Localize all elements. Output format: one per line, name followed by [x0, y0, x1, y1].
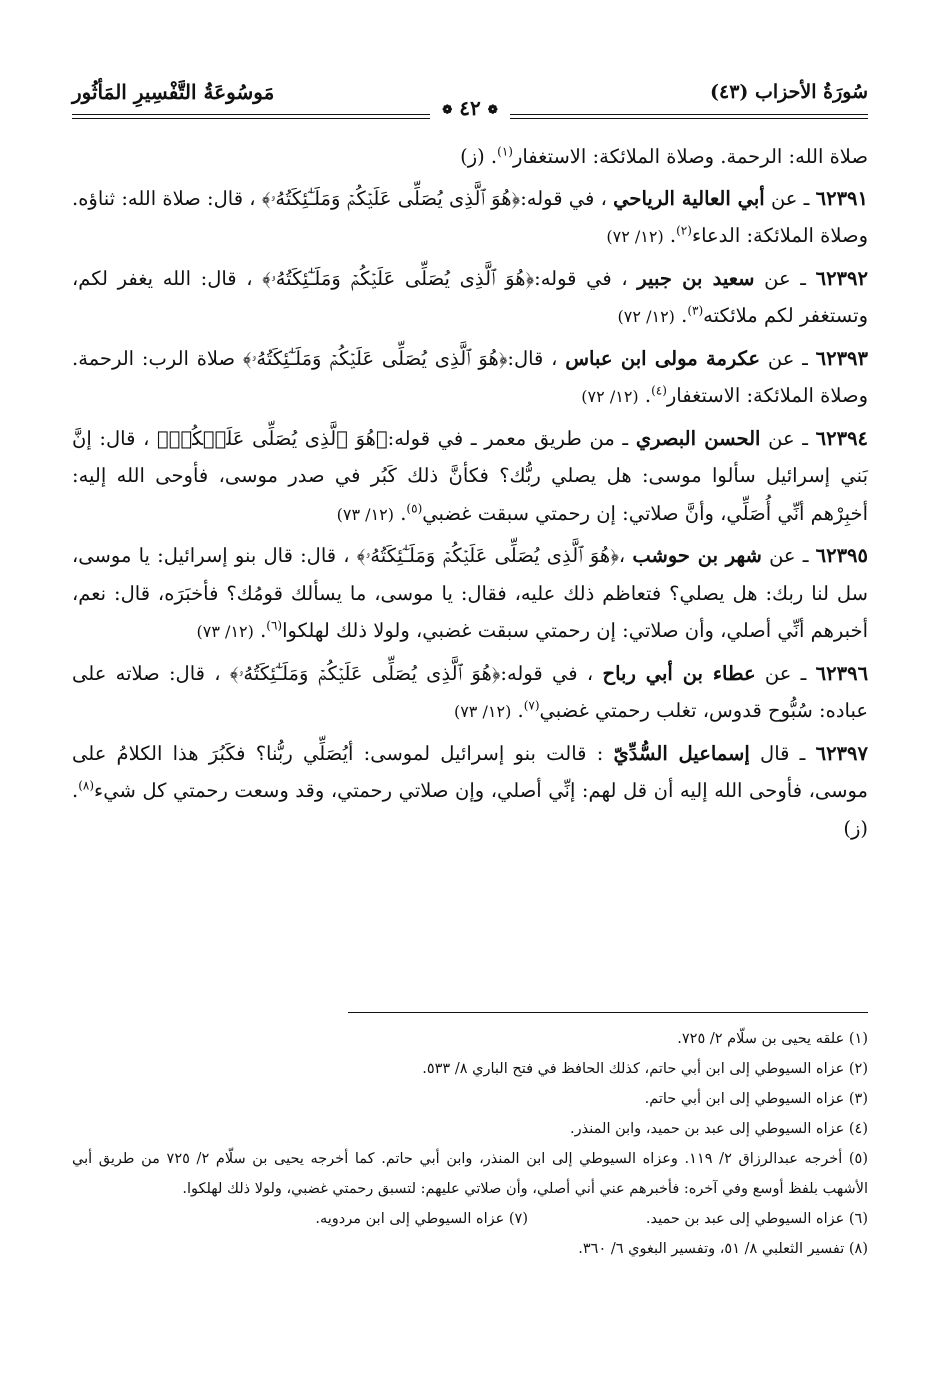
footnote: (٤) عزاه السيوطي إلى عبد بن حميد، وابن المنذر. [570, 1121, 868, 1137]
entry-number: ٦٢٣٩٢ [815, 266, 868, 290]
footnote: (١) علقه يحيى بن سلّام ٢/ ٧٢٥. [677, 1031, 868, 1047]
entry-number: ٦٢٣٩٦ [815, 661, 869, 685]
volume-reference: (١٢/ ٧٣) [336, 504, 395, 524]
quran-verse: ﴿هُوَ ٱلَّذِى يُصَلِّى عَلَيۡكُمۡ﴾ [157, 426, 388, 450]
quran-verse: ﴿هُوَ ٱلَّذِى يُصَلِّى عَلَيۡكُمۡ وَمَلَـٰٓئِكَتُهُۥ﴾ [229, 661, 501, 685]
footnote: (٣) عزاه السيوطي إلى ابن أبي حاتم. [644, 1091, 868, 1107]
entry-tail: . [669, 224, 677, 247]
entry-text: ، قال: صلاته على عباده: سُبُّوح قدوس، تغلب رحمتي غضبي [72, 661, 868, 722]
entry-lead: ـ عن [767, 346, 808, 370]
footnote-ref: (٦) [266, 618, 283, 633]
intro-tail: . (ز) [460, 145, 498, 168]
entry-pre: ، في قوله: [500, 661, 594, 685]
entry-text: ، قال: صلاة الله: ثناؤه. وصلاة الملائكة: الدعاء [72, 186, 868, 247]
narrator-name: عطاء بن أبي رباح [602, 661, 756, 685]
quran-verse: ﴿هُوَ ٱلَّذِى يُصَلِّى عَلَيۡكُمۡ وَمَلَـٰٓئِكَتُهُۥ﴾ [242, 346, 508, 370]
entry-paragraph [72, 537, 868, 651]
page-number-box [430, 96, 510, 126]
entry-lead: ـ قال [760, 741, 806, 765]
intro-text: صلاة الله: الرحمة. وصلاة الملائكة: الاستغفار [512, 145, 868, 168]
entry-pre: : [596, 741, 604, 765]
entry-text: ، قال: قال بنو إسرائيل: يا موسى، سل لنا ربك: هل يصلي؟ فتعاظم ذلك عليه، فقال: يا موسى، ما يسألك قومُك؟ فأخبَرَه، قال: نعم، أخبرهم أنِّي أصلي، وأن صلاتي: إن رحمتي سبقت غضبي، ولولا ذلك لهلكوا [72, 544, 868, 642]
narrator-name: أبي العالية الرياحي [613, 186, 765, 210]
entry-text: ، قال: الله يغفر لكم، وتستغفر لكم ملائكته [72, 266, 868, 327]
narrator-name: سعيد بن جبير [637, 266, 755, 290]
main-text [72, 138, 868, 851]
entry-paragraph [72, 735, 868, 848]
entry-paragraph [72, 655, 868, 731]
footnote-ref: (٨) [78, 778, 95, 793]
footnote-ref: (٢) [676, 223, 692, 238]
entry-pre: ، في قوله: [534, 266, 628, 290]
entry-lead: ـ عن [768, 426, 808, 450]
entry-tail: . (ز) [72, 779, 868, 840]
footnote-pair [72, 1204, 868, 1234]
entry-number: ٦٢٣٩٤ [815, 426, 869, 450]
quran-verse: ﴿هُوَ ٱلَّذِى يُصَلِّى عَلَيۡكُمۡ وَمَلَـٰٓئِكَتُهُۥ﴾ [262, 266, 535, 290]
entry-text: قالت بنو إسرائيل لموسى: أيُصَلِّي ربُّنا؟ فكَبُرَ هذا الكلامُ على موسى، فأوحى الله إليه أن قل لهم: إنِّي أصلي، وإن صلاتي رحمتي، وقد وسعت رحمتي كل شيء [72, 741, 868, 802]
quran-verse: ﴿هُوَ ٱلَّذِى يُصَلِّى عَلَيۡكُمۡ وَمَلَـٰٓئِكَتُهُۥ﴾ [356, 544, 619, 567]
intro-paragraph [72, 138, 868, 176]
footnote-ref: (٧) [523, 698, 540, 713]
entry-pre: ، قال: [507, 346, 558, 370]
entry-lead: ـ عن [764, 661, 807, 685]
footnotes [72, 1024, 868, 1264]
ornament-icon: ❁ [442, 102, 453, 117]
entry-tail: . [644, 384, 652, 407]
entry-paragraph [72, 260, 868, 336]
entry-text: ، قال: إنَّ بَني إسرائيل سألوا موسى: هل يصلي ربُّك؟ فكأنَّ ذلك كَبُر في صدر موسى، فأوحى الله إليه: أخبِرْهم أنِّي أُصَلِّي، وأنَّ صلاتي: إن رحمتي سبقت غضبي [72, 426, 868, 525]
entry-number: ٦٢٣٩٥ [815, 544, 868, 567]
entry-paragraph [72, 340, 868, 416]
volume-reference: (١٢/ ٧٣) [453, 702, 512, 721]
footnote: (٢) عزاه السيوطي إلى ابن أبي حاتم، كذلك الحافظ في فتح الباري ٨/ ٥٣٣. [422, 1061, 868, 1077]
entry-lead: ـ عن [770, 186, 810, 210]
book-title: مَوسُوعَةُ التَّفْسِيرِ المَأثُور [72, 80, 275, 104]
footnote: (٧) عزاه السيوطي إلى ابن مردويه. [315, 1211, 528, 1227]
entry-pre: ـ من طريق معمر ـ في قوله: [387, 426, 629, 450]
footnote-ref: (٣) [687, 303, 704, 318]
footnote-ref: (٤) [651, 383, 667, 398]
entry-lead: ـ عن [764, 266, 806, 290]
entry-number: ٦٢٣٩٧ [815, 741, 868, 765]
entry-paragraph [72, 420, 868, 534]
narrator-name: عكرمة مولى ابن عباس [565, 346, 761, 370]
entry-pre: ، في قوله: [520, 186, 607, 210]
entry-tail: . [517, 699, 524, 722]
volume-reference: (١٢/ ٧٢) [606, 227, 664, 246]
footnote: (٥) أخرجه عبدالرزاق ٢/ ١١٩. وعزاه السيوطي إلى ابن المنذر، وابن أبي حاتم. كما أخرجه يحيى بن سلّام ٢/ ٧٢٥ من طريق أبي الأشهب بلفظ أوسع وفي آخره: فأخبرهم عني أني أصلي، وأن صلاتي عليهم: لتسبق رحمتي غضبي، ولولا ذلك لهلكوا. [72, 1151, 868, 1197]
entry-number: ٦٢٣٩٣ [815, 346, 868, 370]
footnote-rule [348, 1012, 868, 1013]
narrator-name: شهر بن حوشب [632, 544, 762, 567]
entry-pre: ، [618, 544, 626, 567]
footnote-ref: (١) [497, 144, 513, 159]
volume-reference: (١٢/ ٧٢) [581, 387, 639, 406]
ornament-icon: ❁ [487, 102, 498, 117]
entries-list [72, 180, 868, 848]
footnote: (٨) تفسير الثعلبي ٨/ ٥١، وتفسير البغوي ٦/ ٣٦٠. [578, 1241, 868, 1257]
footnote: (٦) عزاه السيوطي إلى عبد بن حميد. [645, 1211, 868, 1227]
narrator-name: إسماعيل السُّدِّيّ [613, 741, 750, 765]
page-number: ٤٢ [459, 96, 481, 120]
narrator-name: الحسن البصري [635, 426, 761, 450]
entry-text: صلاة الرب: الرحمة. وصلاة الملائكة: الاستغفار [72, 346, 868, 407]
footnote-ref: (٥) [406, 501, 423, 515]
volume-reference: (١٢/ ٧٢) [617, 307, 675, 326]
entry-tail: . [681, 304, 688, 327]
entry-paragraph [72, 180, 868, 256]
entry-tail: . [260, 619, 267, 642]
volume-reference: (١٢/ ٧٣) [196, 622, 254, 641]
entry-number: ٦٢٣٩١ [815, 186, 869, 210]
quran-verse: ﴿هُوَ ٱلَّذِى يُصَلِّى عَلَيۡكُمۡ وَمَلَـٰٓئِكَتُهُۥ﴾ [261, 186, 521, 210]
entry-tail: . [400, 501, 407, 525]
entry-lead: ـ عن [769, 544, 809, 567]
surah-title: سُورَةُ الأحزاب (٤٣) [709, 81, 868, 103]
